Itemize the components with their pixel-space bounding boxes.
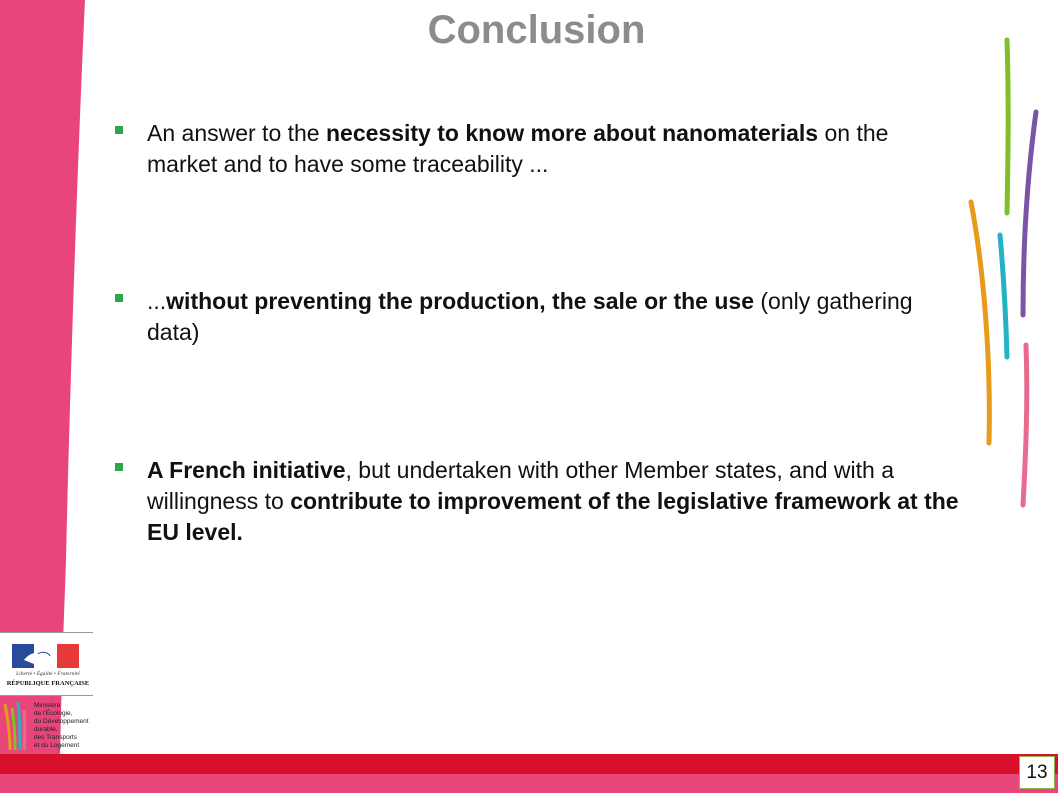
- bullet-text-part: ...: [147, 288, 167, 314]
- bullet-text-bold: necessity to know more about nanomaterials: [326, 120, 819, 146]
- bullet-item: [112, 455, 962, 548]
- ministry-lines-icon: [2, 700, 30, 752]
- bullet-text: [147, 455, 962, 548]
- decorative-lines: [950, 30, 1050, 520]
- ministry-line: du Développement: [34, 718, 89, 725]
- footer-bar: [0, 754, 1058, 793]
- bullet-marker-icon: [115, 126, 123, 134]
- marianne-logo: [0, 632, 93, 696]
- bullet-text-bold: without preventing the production, the sale or the use: [166, 288, 754, 314]
- ministry-line: de l'Écologie,: [34, 710, 73, 717]
- teal-line: [1000, 235, 1007, 357]
- republique-label: RÉPUBLIQUE FRANÇAISE: [6, 680, 90, 687]
- bullet-text: [147, 118, 962, 180]
- slide-title: Conclusion: [427, 8, 646, 52]
- footer-bar-red: [0, 754, 1058, 774]
- bullet-text-part: on the market and to have some traceability ...: [147, 120, 889, 177]
- bullet-text-part: (only gathering data): [147, 288, 913, 345]
- marianne-flag-icon: [12, 644, 79, 668]
- bullet-marker-icon: [115, 294, 123, 302]
- green-line: [1007, 40, 1008, 213]
- bullet-item: [112, 286, 962, 348]
- bullet-marker-icon: [115, 463, 123, 471]
- bullet-text-part: , but undertaken with other Member states, and with a willingness to: [147, 457, 894, 514]
- motto: Liberté • Égalité • Fraternité: [16, 671, 80, 677]
- government-logo: [0, 632, 93, 754]
- bullet-item: [112, 118, 962, 180]
- ministry-line: durable,: [34, 726, 58, 733]
- ministry-line: Ministère: [34, 702, 61, 709]
- bullet-text-bold: contribute to improvement of the legislative framework at the EU level.: [147, 488, 959, 545]
- pink-line: [1023, 345, 1027, 505]
- ministry-name: [34, 702, 94, 750]
- ministry-line: des Transports: [34, 734, 77, 741]
- footer-bar-pink: [0, 774, 1058, 793]
- bullet-text: [147, 286, 962, 348]
- bullet-text-bold: A French initiative: [147, 457, 346, 483]
- orange-line: [971, 202, 989, 443]
- bullet-text-part: An answer to the: [147, 120, 326, 146]
- page-number: 13: [1019, 756, 1055, 789]
- ministry-line: et du Logement: [34, 742, 80, 749]
- purple-line: [1023, 112, 1036, 315]
